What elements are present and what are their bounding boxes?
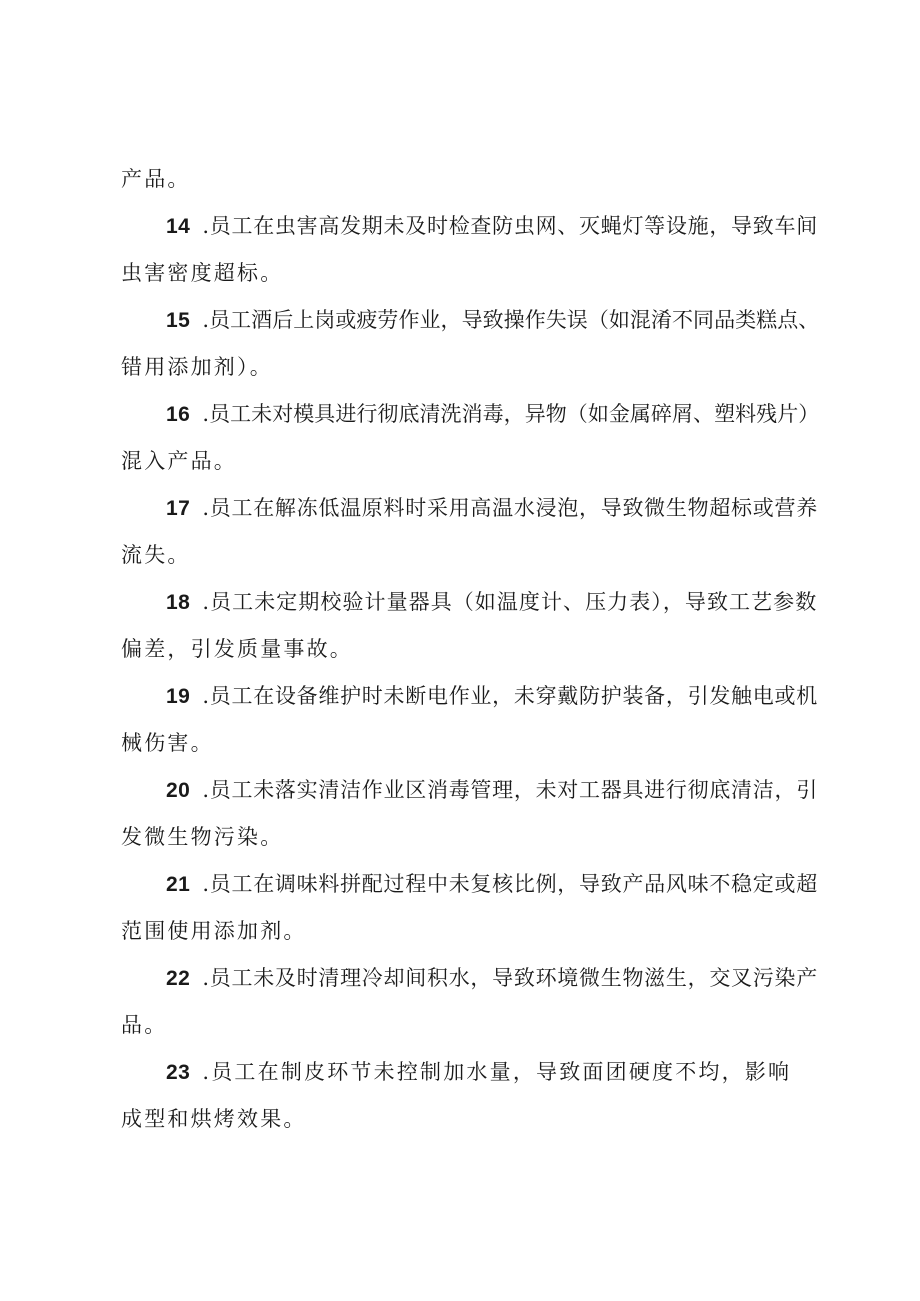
item-15-line1 (166, 306, 819, 335)
item-text: .员工在解冻低温原料时采用高温水浸泡，导致微生物超标或营养 (202, 496, 818, 520)
item-19-line2: 械伤害。 (121, 731, 214, 755)
item-20-line2: 发微生物污染。 (121, 825, 284, 849)
item-21-line2: 范围使用添加剂。 (121, 919, 307, 943)
item-17-line1 (166, 494, 818, 523)
item-text: .员工在调味料拼配过程中未复核比例，导致产品风味不稳定或超 (202, 872, 818, 896)
item-number: 15 (166, 309, 191, 332)
item-20-line1 (166, 776, 818, 805)
item-text: .员工未定期校验计量器具（如温度计、压力表），导致工艺参数 (202, 590, 818, 614)
item-text: .员工未对模具进行彻底清洗消毒，异物（如金属碎屑、塑料残片） (202, 402, 820, 426)
item-number: 16 (166, 403, 191, 426)
item-text: .员工未落实清洁作业区消毒管理，未对工器具进行彻底清洁，引 (202, 778, 818, 802)
item-number: 20 (166, 779, 191, 802)
item-number: 17 (166, 497, 191, 520)
item-23-line1 (166, 1058, 791, 1087)
item-18-line1 (166, 588, 817, 617)
item-21-line1 (166, 870, 818, 899)
item-18-line2: 偏差，引发质量事故。 (121, 637, 353, 661)
item-15-line2: 错用添加剂）。 (121, 355, 273, 379)
item-number: 21 (166, 873, 191, 896)
item-17-line2: 流失。 (121, 543, 191, 567)
item-19-line1 (166, 682, 818, 711)
item-22-line1 (166, 964, 818, 993)
item-16-line2: 混入产品。 (121, 449, 237, 473)
item-number: 19 (166, 685, 191, 708)
item-14-line1 (166, 212, 818, 241)
item-text: .员工在设备维护时未断电作业，未穿戴防护装备，引发触电或机 (202, 684, 818, 708)
item-number: 23 (166, 1061, 191, 1084)
item-14-line2: 虫害密度超标。 (121, 261, 284, 285)
item-23-line2: 成型和烘烤效果。 (121, 1107, 307, 1131)
item-text: .员工在虫害高发期未及时检查防虫网、灭蝇灯等设施，导致车间 (202, 214, 818, 238)
item-text: .员工酒后上岗或疲劳作业，导致操作失误（如混淆不同品类糕点、 (202, 308, 820, 332)
item-text: .员工未及时清理冷却间积水，导致环境微生物滋生，交叉污染产 (202, 966, 818, 990)
item-22-line2: 品。 (121, 1013, 168, 1037)
item-number: 18 (166, 591, 191, 614)
lead-fragment: 产品。 (121, 167, 191, 191)
item-16-line1 (166, 400, 819, 429)
item-number: 14 (166, 215, 191, 238)
item-number: 22 (166, 967, 191, 990)
item-text: .员工在制皮环节未控制加水量，导致面团硬度不均，影响 (202, 1060, 792, 1084)
